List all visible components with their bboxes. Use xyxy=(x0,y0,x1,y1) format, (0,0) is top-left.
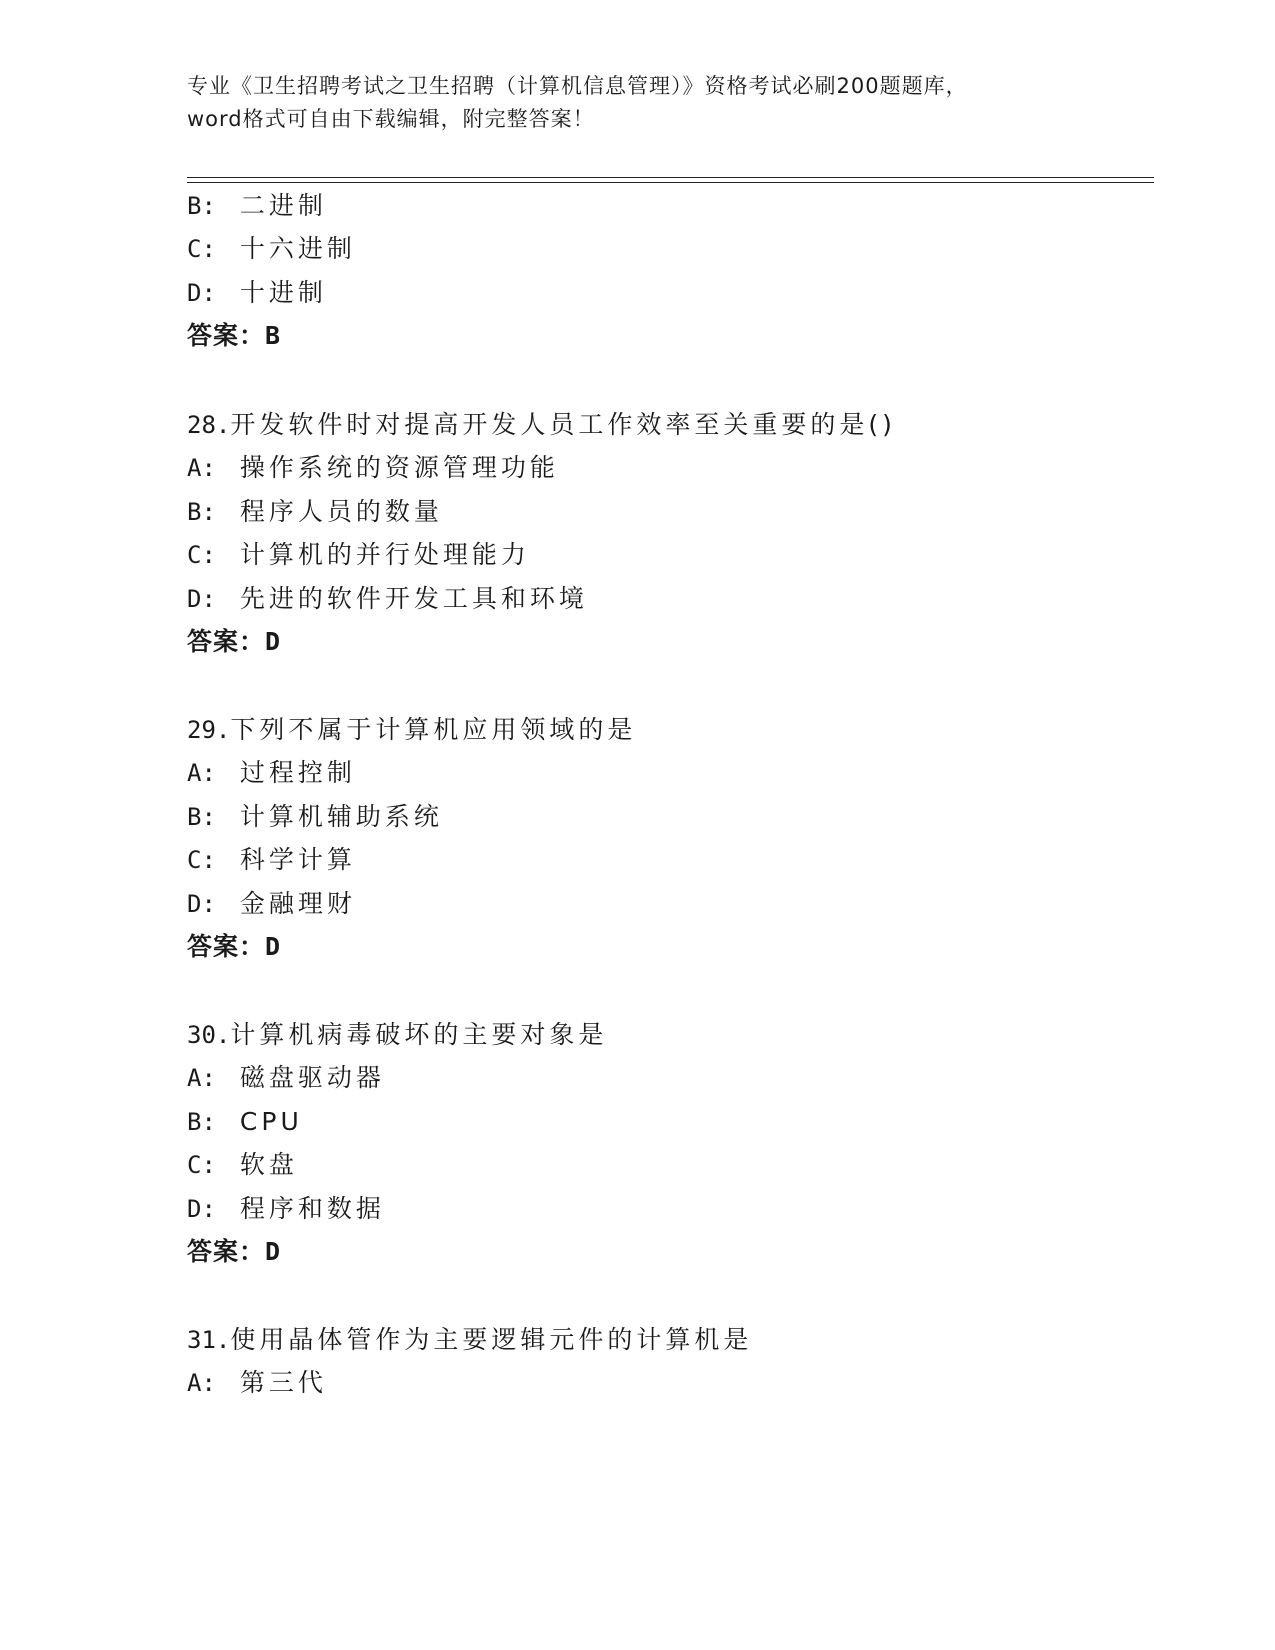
question-text: 使用晶体管作为主要逻辑元件的计算机是 xyxy=(230,1325,753,1354)
option-text: 过程控制 xyxy=(239,758,356,787)
header-divider-top xyxy=(187,177,1154,178)
question-stem xyxy=(187,714,636,746)
question-number: 30. xyxy=(187,1021,231,1049)
option-text: 金融理财 xyxy=(239,889,356,918)
answer-value: D xyxy=(265,1237,282,1266)
question-stem xyxy=(187,1324,752,1356)
option-text: 软盘 xyxy=(239,1150,298,1179)
option-text: 计算机的并行处理能力 xyxy=(239,540,530,569)
option-d: D: 金融理财 xyxy=(187,889,356,918)
option-c: C: 十六进制 xyxy=(187,234,356,263)
option-text: 第三代 xyxy=(239,1368,327,1397)
question-text: 开发软件时对提高开发人员工作效率至关重要的是() xyxy=(230,410,896,439)
option-c: C: 软盘 xyxy=(187,1150,298,1179)
answer-label: 答案： xyxy=(187,627,266,656)
option-text: CPU xyxy=(239,1107,303,1136)
answer-label: 答案： xyxy=(187,932,266,961)
answer-line xyxy=(187,320,281,352)
option-a: A: 磁盘驱动器 xyxy=(187,1063,385,1092)
answer-value: D xyxy=(265,627,282,656)
option-b: B: 程序人员的数量 xyxy=(187,497,443,526)
answer-label: 答案： xyxy=(187,1237,266,1266)
header-line-2: word格式可自由下载编辑，附完整答案！ xyxy=(187,107,595,131)
option-b: B: 二进制 xyxy=(187,191,327,220)
question-text: 计算机病毒破坏的主要对象是 xyxy=(230,1020,608,1049)
option-d: D: 十进制 xyxy=(187,278,327,307)
option-b: B: 计算机辅助系统 xyxy=(187,802,443,831)
option-text: 操作系统的资源管理功能 xyxy=(239,453,559,482)
option-text: 十进制 xyxy=(239,278,327,307)
question-stem xyxy=(187,1019,607,1051)
option-d: D: 程序和数据 xyxy=(187,1194,385,1223)
option-text: 计算机辅助系统 xyxy=(239,802,443,831)
question-number: 28. xyxy=(187,411,231,439)
question-stem xyxy=(187,409,896,441)
question-number: 31. xyxy=(187,1326,231,1354)
option-a: A: 第三代 xyxy=(187,1368,327,1397)
option-b: B: CPU xyxy=(187,1107,303,1136)
question-text: 下列不属于计算机应用领域的是 xyxy=(230,715,637,744)
option-d: D: 先进的软件开发工具和环境 xyxy=(187,584,588,613)
answer-value: D xyxy=(265,932,282,961)
option-text: 程序人员的数量 xyxy=(239,497,443,526)
option-text: 十六进制 xyxy=(239,234,356,263)
option-text: 程序和数据 xyxy=(239,1194,385,1223)
answer-label: 答案： xyxy=(187,321,266,350)
option-text: 二进制 xyxy=(239,191,327,220)
answer-line xyxy=(187,626,281,658)
header-divider-bottom xyxy=(187,182,1154,183)
option-text: 先进的软件开发工具和环境 xyxy=(239,584,588,613)
answer-line xyxy=(187,1236,281,1268)
option-text: 科学计算 xyxy=(239,845,356,874)
header-line-1: 专业《卫生招聘考试之卫生招聘（计算机信息管理）》资格考试必刷200题题库， xyxy=(187,74,968,98)
option-a: A: 过程控制 xyxy=(187,758,356,787)
option-text: 磁盘驱动器 xyxy=(239,1063,385,1092)
option-a: A: 操作系统的资源管理功能 xyxy=(187,453,559,482)
answer-line xyxy=(187,931,281,963)
question-number: 29. xyxy=(187,716,231,744)
option-c: C: 计算机的并行处理能力 xyxy=(187,540,530,569)
option-c: C: 科学计算 xyxy=(187,845,356,874)
answer-value: B xyxy=(265,321,282,350)
document-header xyxy=(187,70,1087,136)
